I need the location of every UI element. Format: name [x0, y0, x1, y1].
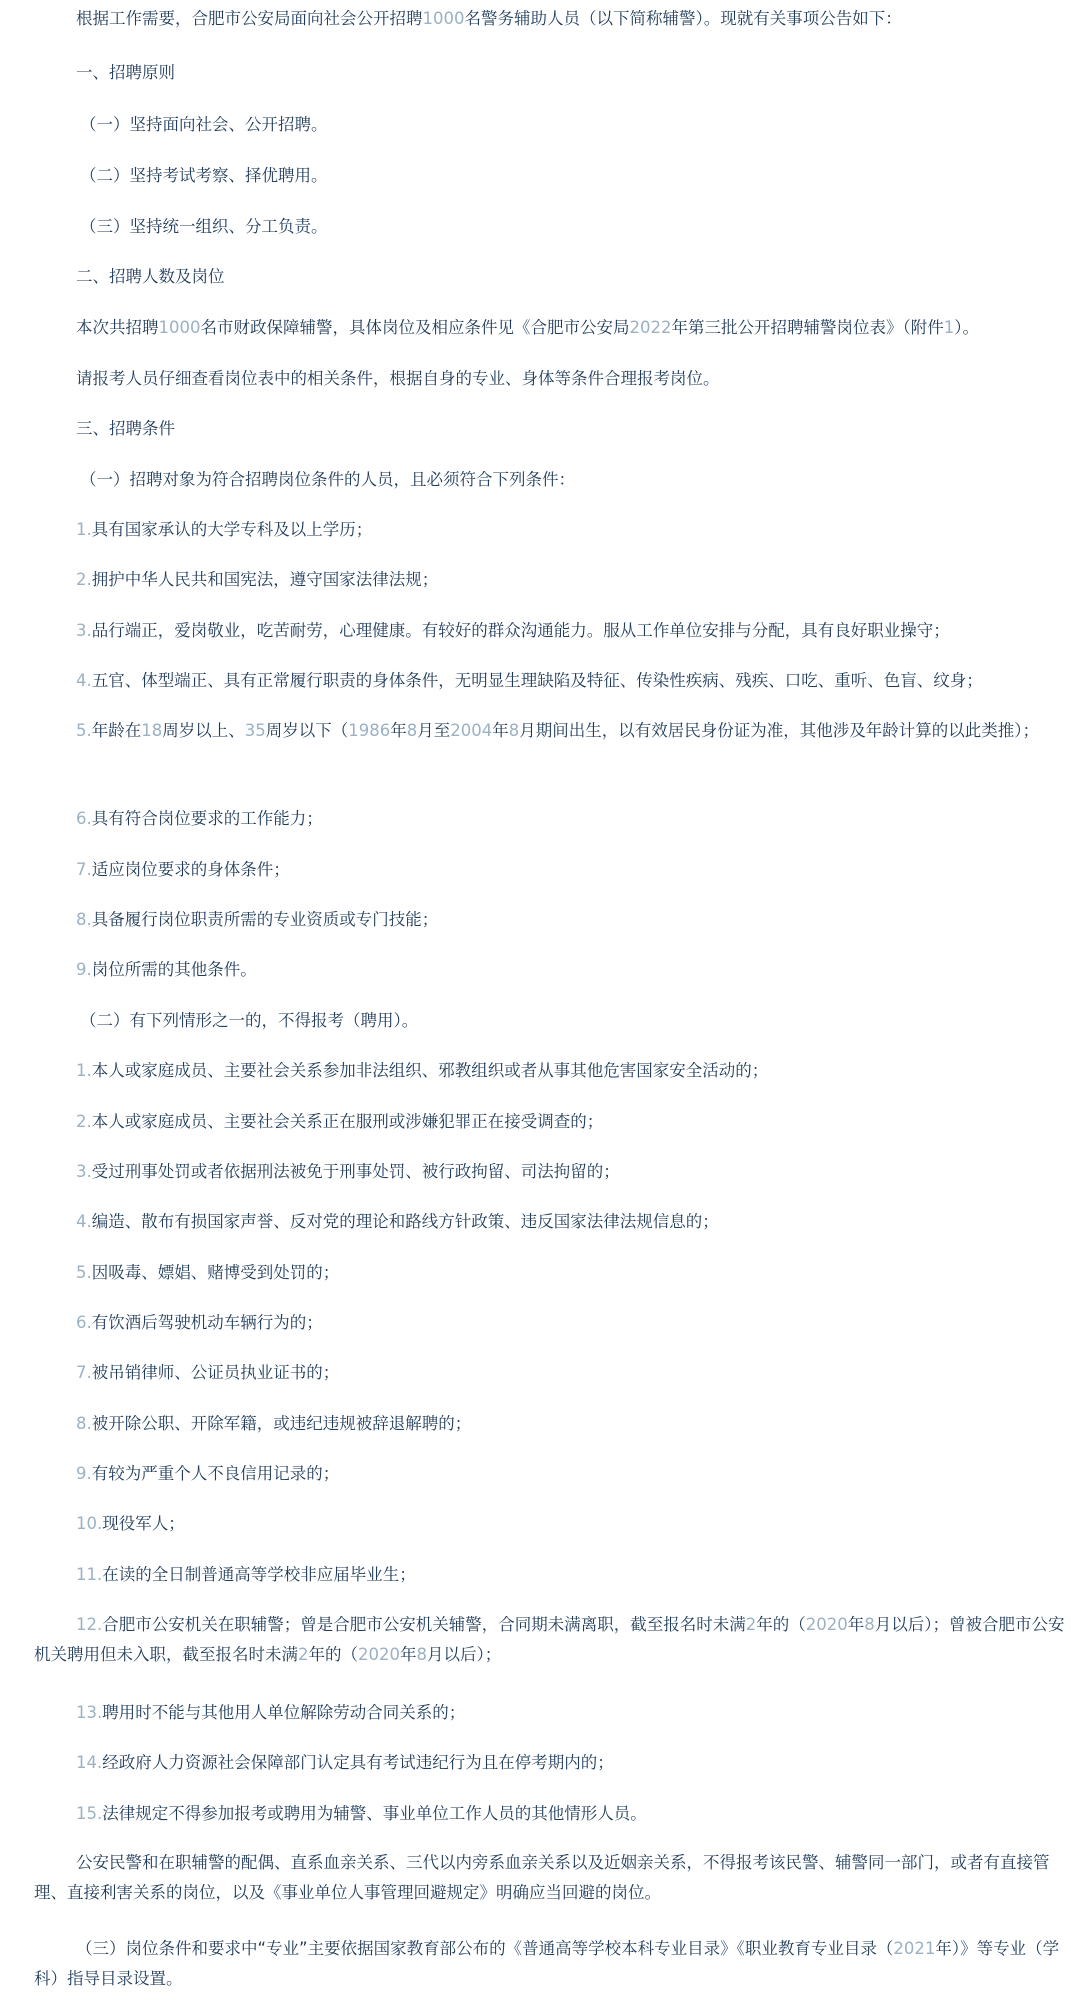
exclusion-item: 13.聘用时不能与其他用人单位解除劳动合同关系的；	[76, 1703, 466, 1722]
exclusion-item: 6.有饮酒后驾驶机动车辆行为的；	[76, 1313, 323, 1332]
exclusion-item: 10.现役军人；	[76, 1514, 185, 1533]
principle-3: （三）坚持统一组织、分工负责。	[80, 217, 328, 236]
exclusion-item: 11.在读的全日制普通高等学校非应届毕业生；	[76, 1565, 416, 1584]
exclusion-item: 7.被吊销律师、公证员执业证书的；	[76, 1363, 340, 1382]
principle-1: （一）坚持面向社会、公开招聘。	[80, 115, 328, 134]
exclusion-item: 1.本人或家庭成员、主要社会关系参加非法组织、邪教组织或者从事其他危害国家安全活动的；	[76, 1061, 769, 1080]
avoidance-paragraph: 公安民警和在职辅警的配偶、直系血亲关系、三代以内旁系血亲关系以及近姻亲关系，不得报考该民警、辅警同一部门，或者有直接管理、直接利害关系的岗位，以及《事业单位人事管理回避规定》明确应当回避的岗位。	[34, 1853, 1050, 1902]
condition-item: 9.岗位所需的其他条件。	[76, 960, 257, 979]
condition-item: 6.具有符合岗位要求的工作能力；	[76, 809, 323, 828]
exclusion-item: 15.法律规定不得参加报考或聘用为辅警、事业单位工作人员的其他情形人员。	[76, 1804, 647, 1823]
section-heading-conditions: 三、招聘条件	[76, 419, 175, 438]
conditions-subheading-1: （一）招聘对象为符合招聘岗位条件的人员，且必须符合下列条件：	[80, 470, 575, 489]
condition-item: 1.具有国家承认的大学专科及以上学历；	[76, 520, 373, 539]
section-heading-principles: 一、招聘原则	[76, 63, 175, 82]
principle-2: （二）坚持考试考察、择优聘用。	[80, 166, 328, 185]
positions-note: 请报考人员仔细查看岗位表中的相关条件，根据自身的专业、身体等条件合理报考岗位。	[76, 369, 720, 388]
exclusion-item: 14.经政府人力资源社会保障部门认定具有考试违纪行为且在停考期内的；	[76, 1753, 614, 1772]
condition-item: 4.五官、体型端正、具有正常履行职责的身体条件，无明显生理缺陷及特征、传染性疾病、残疾、口吃、重听、色盲、纹身；	[76, 671, 983, 690]
condition-item: 5.年龄在18周岁以上、35周岁以下（1986年8月至2004年8月期间出生，以有效居民身份证为准，其他涉及年龄计算的以此类推）；	[76, 721, 1039, 740]
exclusion-item: 2.本人或家庭成员、主要社会关系正在服刑或涉嫌犯罪正在接受调查的；	[76, 1112, 604, 1131]
conditions-subheading-2: （二）有下列情形之一的，不得报考（聘用）。	[80, 1011, 419, 1030]
condition-item: 7.适应岗位要求的身体条件；	[76, 860, 290, 879]
section-heading-positions: 二、招聘人数及岗位	[76, 267, 225, 286]
condition-item: 8.具备履行岗位职责所需的专业资质或专门技能；	[76, 910, 439, 929]
exclusion-item: 12.合肥市公安机关在职辅警；曾是合肥市公安机关辅警，合同期未满离职，截至报名时未满2年的（2020年8月以后）；曾被合肥市公安机关聘用但未入职，截至报名时未满2年的（2020年8月以后）；	[34, 1615, 1065, 1664]
condition-item: 3.品行端正，爱岗敬业，吃苦耐劳，心理健康。有较好的群众沟通能力。服从工作单位安排与分配，具有良好职业操守；	[76, 621, 950, 640]
exclusion-item: 8.被开除公职、开除军籍，或违纪违规被辞退解聘的；	[76, 1414, 472, 1433]
exclusion-item: 5.因吸毒、嫖娼、赌博受到处罚的；	[76, 1263, 340, 1282]
exclusion-item: 9.有较为严重个人不良信用记录的；	[76, 1464, 340, 1483]
major-requirement-paragraph: （三）岗位条件和要求中“专业”主要依据国家教育部公布的《普通高等学校本科专业目录》《职业教育专业目录（2021年）》等专业（学科）指导目录设置。	[34, 1939, 1060, 1988]
exclusion-item: 3.受过刑事处罚或者依据刑法被免于刑事处罚、被行政拘留、司法拘留的；	[76, 1162, 620, 1181]
positions-paragraph: 本次共招聘1000名市财政保障辅警，具体岗位及相应条件见《合肥市公安局2022年第三批公开招聘辅警岗位表》（附件1）。	[76, 318, 979, 337]
intro-paragraph: 根据工作需要，合肥市公安局面向社会公开招聘1000名警务辅助人员（以下简称辅警）。现就有关事项公告如下：	[76, 9, 902, 28]
exclusion-item: 4.编造、散布有损国家声誉、反对党的理论和路线方针政策、违反国家法律法规信息的；	[76, 1212, 719, 1231]
condition-item: 2.拥护中华人民共和国宪法，遵守国家法律法规；	[76, 570, 439, 589]
